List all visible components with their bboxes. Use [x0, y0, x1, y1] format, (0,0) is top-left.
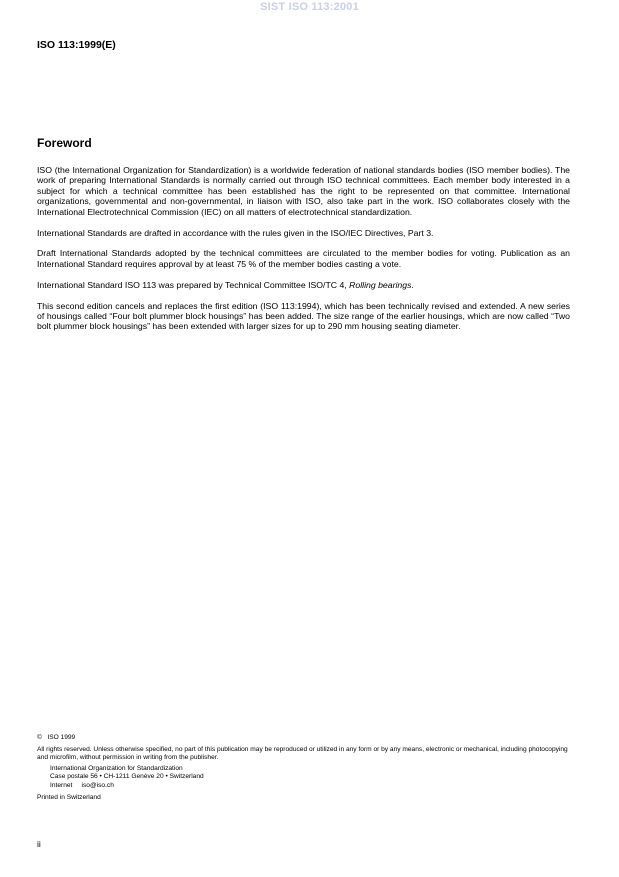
foreword-paragraph-2: International Standards are drafted in accordance with the rules given in the ISO/IEC Directives, Part 3. [37, 227, 434, 238]
foreword-paragraph-3: Draft International Standards adopted by the technical committees are circulated to the member bodies for voting. Publication as an International Standard requires approval by at least 75 % of the member bodies casting a vote. [37, 248, 570, 269]
document-id: ISO 113:1999(E) [37, 39, 116, 51]
copyright-symbol: © [37, 734, 42, 741]
foreword-paragraph-4 [37, 280, 570, 290]
rights-statement: All rights reserved. Unless otherwise specified, no part of this publication may be reproduced or utilized in any form or by any means, electronic or mechanical, including photocopying and microfilm, without permission in writing from the publisher. [37, 745, 568, 762]
foreword-body [37, 165, 570, 342]
printed-in: Printed in Switzerland [37, 793, 101, 801]
postal-address: Case postale 56 • CH-1211 Genève 20 • Switzerland [50, 773, 204, 781]
copyright-year: ISO 1999 [47, 734, 76, 741]
foreword-paragraph-5: This second edition cancels and replaces the first edition (ISO 113:1994), which has been technically revised and extended. A new series of housings called “Four bolt plummer block housings” has been added. The size range of the earlier housings, which are now called “Two bolt plummer block housings” has been extended with larger sizes for up to 290 mm housing seating diameter. [37, 300, 570, 332]
copyright-footer [37, 734, 577, 802]
watermark: SIST ISO 113:2001 [260, 1, 359, 13]
internet-label: Internet [50, 781, 73, 789]
page-number: ii [37, 839, 41, 849]
paragraph-4-prefix: International Standard ISO 113 was prepared by Technical Committee ISO/TC 4, [37, 279, 350, 290]
committee-title: Rolling bearings [349, 279, 412, 290]
organization-name: International Organization for Standardization [50, 764, 183, 772]
foreword-paragraph-1: ISO (the International Organization for Standardization) is a worldwide federation of national standards bodies (ISO member bodies). The work of preparing International Standards is normally carried out through ISO technical committees. Each member body interested in a subject for which a technical committee has been established has the right to be represented on that committee. International organizations, governmental and non-governmental, in liaison with ISO, also take part in the work. ISO collaborates closely with the International Electrotechnical Commission (IEC) on all matters of electrotechnical standardization. [37, 165, 570, 217]
internet-line [37, 782, 577, 791]
paragraph-4-suffix: . [411, 279, 414, 290]
copyright-line [37, 734, 577, 743]
foreword-heading: Foreword [37, 136, 92, 150]
internet-address: iso@iso.ch [81, 781, 114, 789]
